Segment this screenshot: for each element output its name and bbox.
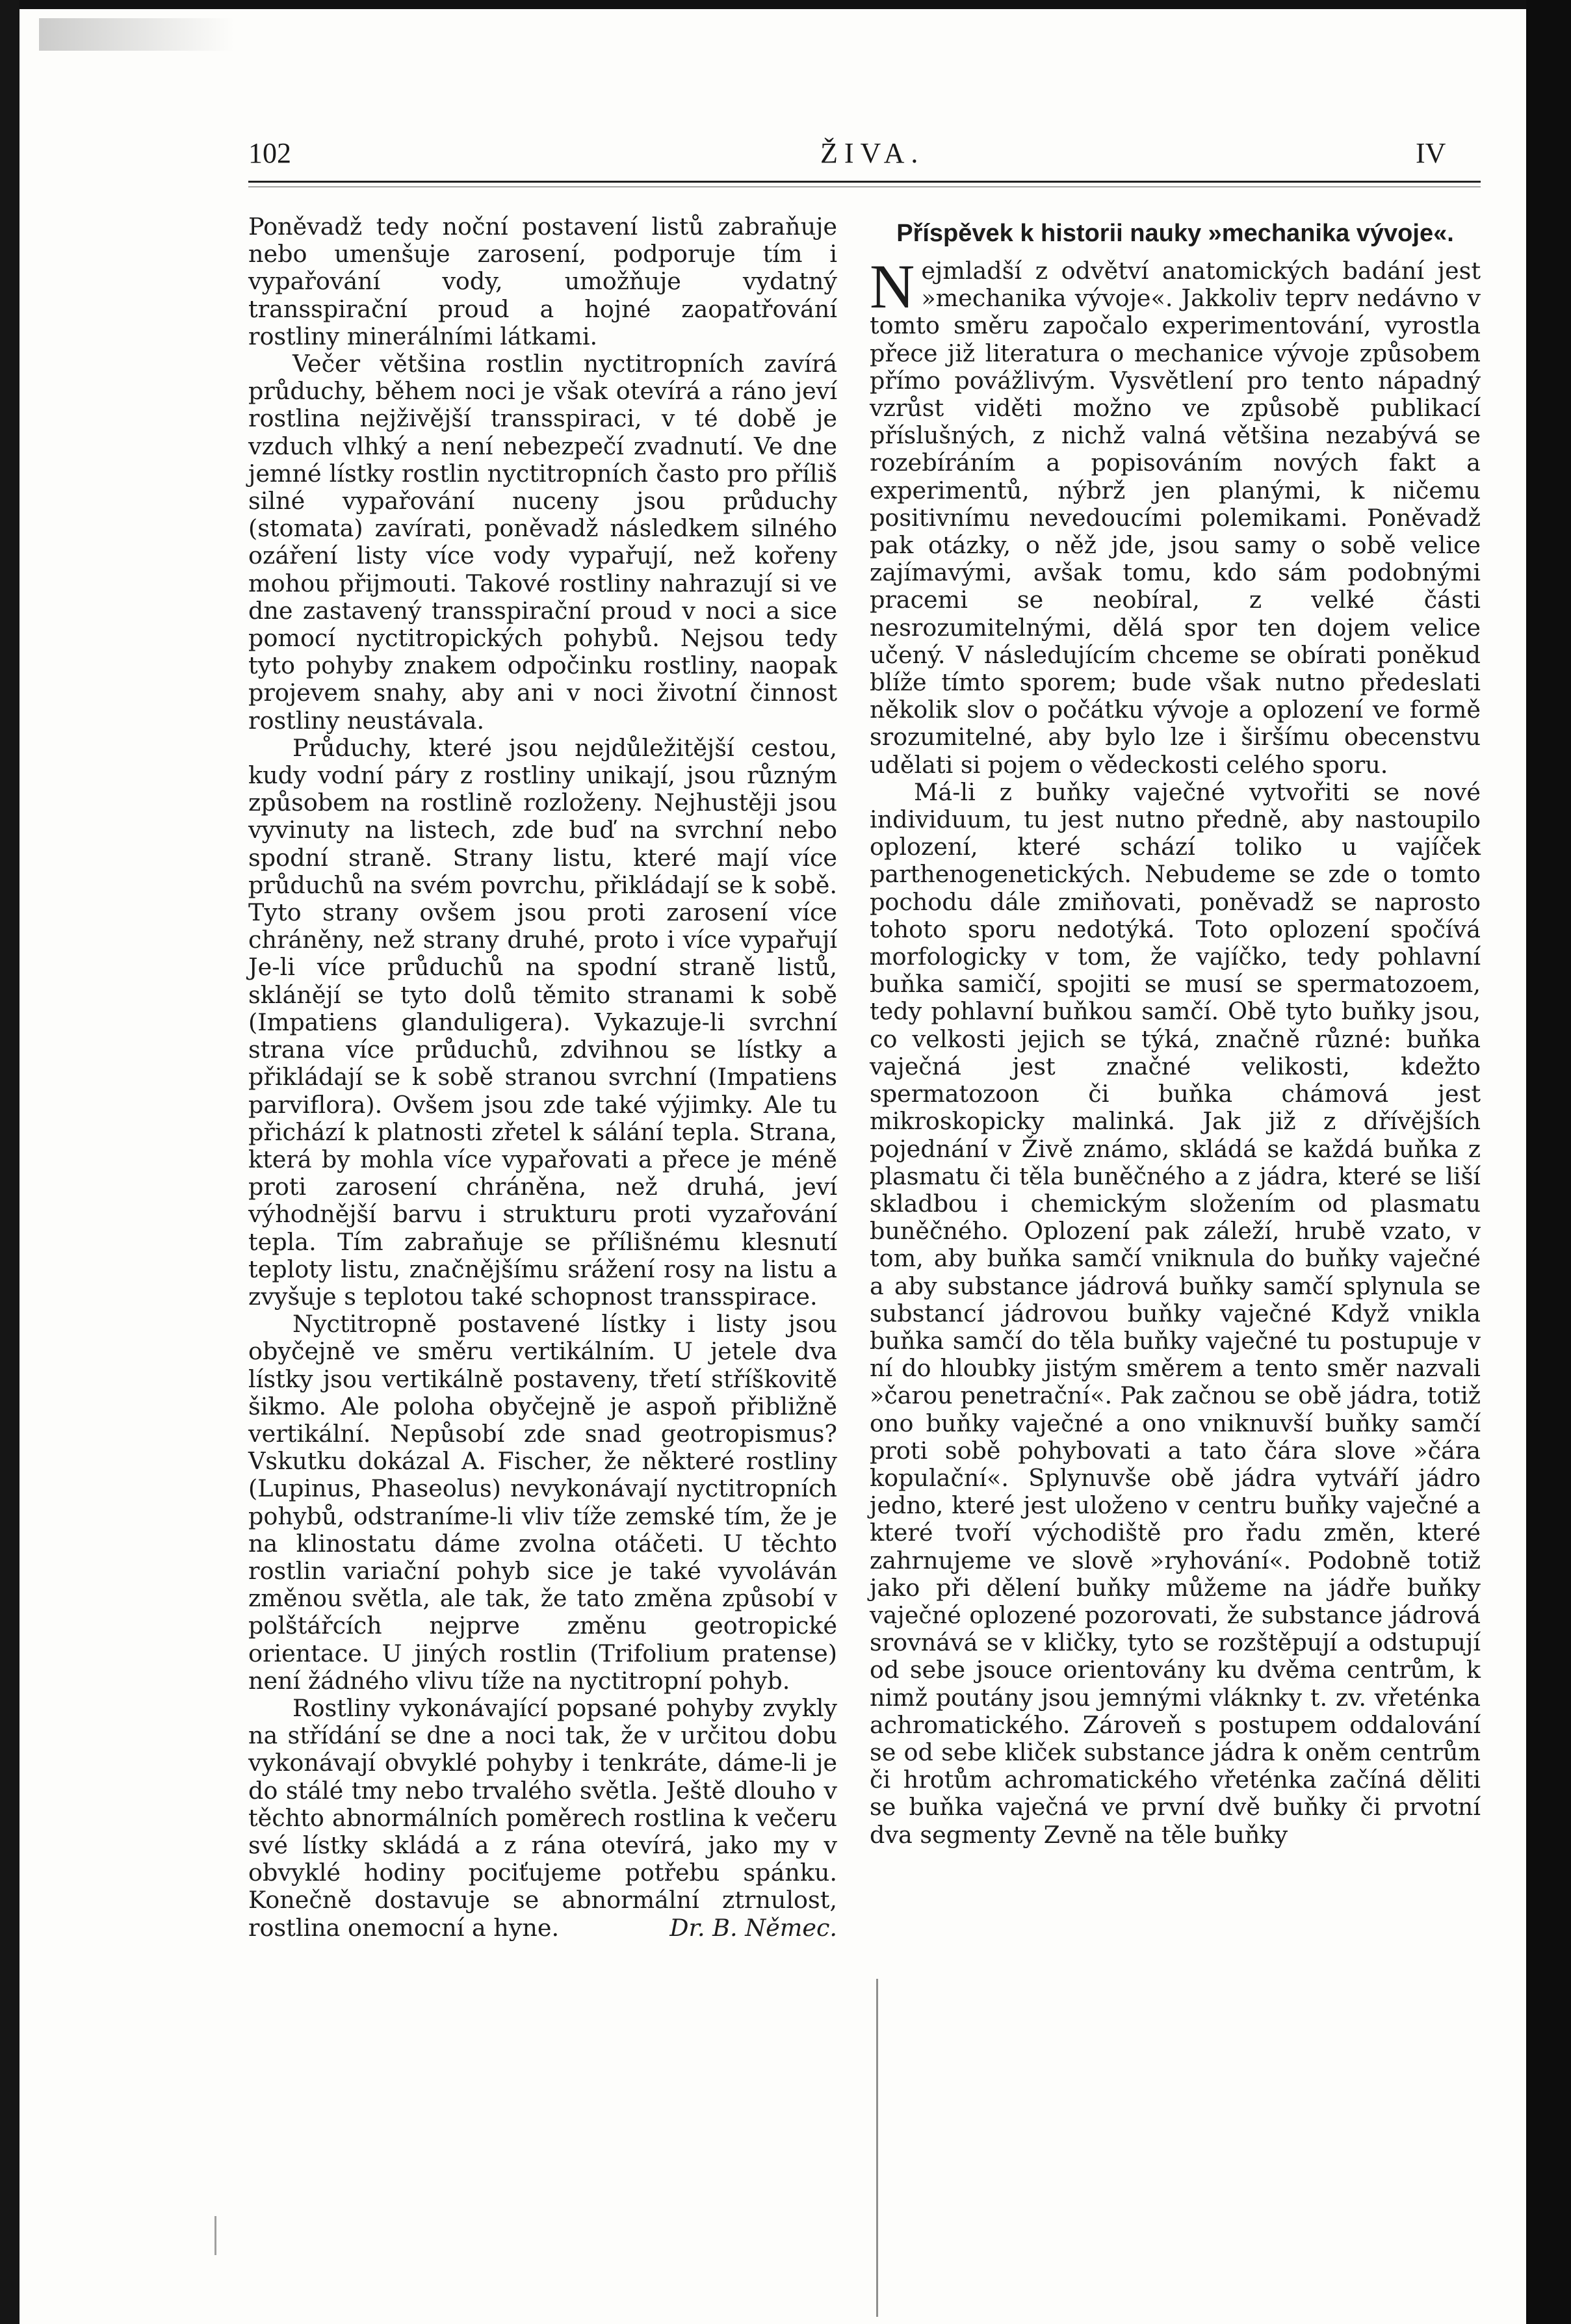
paragraph: Má-li z buňky vaječné vytvořiti se nové individuum, tu jest nutno předně, aby nastoupilo oplození, které schází toliko u vajíček parthenogenetických. Nebudeme se zde o tomto pochodu dále zmiňovati, poněvadž se naprosto tohoto sporu nedotýká. Toto oplození spočívá morfologicky v tom, že vajíčko, tedy pohlavní buňka samičí, spojiti se musí se spermatozoem, tedy pohlavní buňkou samčí. Obě tyto buňky jsou, co velkosti jejich se týká, značně různé: buňka vaječná jest značné velikosti, kdežto spermatozoon či buňka chámová jest mikroskopicky malinká. Jak již z dřívějších pojednání v Živě známo, skládá se každá buňka z plasmatu či těla buněčného a z jádra, které se liší skladbou i chemickým složením od plasmatu buněčného. Oplození pak záleží, hrubě vzato, v tom, aby buňka samčí vniknula do buňky vaječné a aby substance jádrová buňky samčí splynula se substancí jádrovou buňky vaječné Když vnikla buňka samčí do těla buňky vaječné tu postupuje v ní do hloubky jistým směrem a tento směr nazvali »čarou penetrační«. Pak začnou se obě jádra, totiž ono buňky vaječné a ono vniknuvší buňky samčí proti sobě pohybovati a tato čára slove »čára kopulační«. Splynuvše obě jádra vytváří jádro jedno, které jest uloženo v centru buňky vaječné a které tvoří východiště pro řadu změn, které zahrnujeme ve slově »ryhování«. Podobně totiž jako při dělení buňky můžeme na jádře buňky vaječné oplozené pozorovati, že substance jádrová srovnává se v kličky, tyto se rozštěpují a odstupují od sebe jsouce orientovány ku dvěma centrům, k nimž poutány jsou jemnými vláknky t. zv. vřeténka achromatického. Zároveň s postupem oddalování se od sebe kliček substance jádra k oněm centrům či hrotům achromatického vřeténka začíná děliti se buňka vaječná ve první dvě buňky či prvotní dva segmenty Zevně na těle buňky — [870, 777, 1481, 1849]
margin-mark — [214, 2216, 216, 2255]
scan-border-left — [0, 0, 19, 2324]
author-signature: Dr. B. Němec. — [669, 1913, 837, 1942]
paragraph-with-dropcap — [870, 252, 1481, 779]
right-column — [870, 213, 1481, 1849]
journal-title: ŽIVA. — [820, 137, 925, 169]
page-number: 102 — [248, 137, 291, 169]
volume-number: IV — [1416, 137, 1446, 169]
scan-border-right — [1526, 0, 1571, 2324]
left-column — [248, 213, 837, 1942]
scan-edge-shadow — [39, 18, 234, 51]
paragraph: Průduchy, které jsou nejdůležitější cestou, kudy vodní páry z rostliny unikají, jsou různým způsobem na rostlině rozloženy. Nejhustěji jsou vyvinuty na listech, zde buď na svrchní nebo spodní straně. Strany listu, které mají více průduchů na svém povrchu, přikládají se k sobě. Tyto strany ovšem jsou proti zarosení více chráněny, než strany druhé, proto i více vypařují Je-li více průduchů na spodní straně listů, sklánějí se tyto dolů těmito stranami k sobě (Impatiens glanduligera). Vykazuje-li svrchní strana více průduchů, zdvihnou se lístky a přikládají se k sobě stranou svrchní (Impatiens parviflora). Ovšem jsou zde také výjimky. Ale tu přichází k platnosti zřetel k sálání tepla. Strana, která by mohla více vypařovati a přece je méně proti zarosení chráněna, než druhá, jeví výhodnější barvu i strukturu proti vyzařování tepla. Tím zabraňuje se přílišnému klesnutí teploty listu, značnějšímu srážení rosy na listu a zvyšuje s teplotou také schopnost transspirace. — [248, 733, 837, 1311]
journal-page — [19, 9, 1526, 2324]
article-title: Příspěvek k historii nauky »mechanika vývoje«. — [896, 220, 1454, 247]
paragraph: Poněvadž tedy noční postavení listů zabraňuje nebo umenšuje zarosení, podporuje tím i vypařování vody, umožňuje vydatný transspirační proud a hojné zaopatřování rostliny minerálními látkami. — [248, 213, 837, 350]
paragraph-with-signature — [248, 1695, 837, 1942]
paragraph-text: ejmladší z odvětví anatomických badání jest »mechanika vývoje«. Jakkoliv teprv nedávno v tomto směru započalo experimentování, vyrostla přece již literatura o mechanice vývoje způsobem přímo povážlivým. Vysvětlení pro tento nápadný vzrůst viděti možno ve způsobě publikací příslušných, z nichž valná většina nezabývá se rozebíráním a popisováním nových fakt a experimentů, nýbrž jen planými, k ničemu positivnímu nevedoucími polemikami. Poněvadž pak otázky, o něž jde, jsou samy o sobě velice zajímavými, avšak tomu, kdo sám podobnými pracemi se neobíral, z velké části nesrozumitelnými, dělá spor ten dojem velice učený. V následujícím chceme se obírati poněkud blíže tímto sporem; bude však nutno předeslati několik slov o počátku vývoje a oplození ve formě srozumitelné, aby bylo lze i širšímu obecenstvu udělati si pojem o vědeckosti celého sporu. — [870, 257, 1481, 779]
margin-mark — [876, 1979, 878, 2317]
paragraph: Večer většina rostlin nyctitropních zavírá průduchy, během noci je však otevírá a ráno jeví rostlina nejživější transspiraci, v té době je vzduch vlhký a není nebezpečí zvadnutí. Ve dne jemné lístky rostlin nyctitropních často pro příliš silné vypařování nuceny jsou průduchy (stomata) zavírati, poněvadž následkem silného ozáření listy více vody vypařují, než kořeny mohou přijmouti. Takové rostliny nahrazují si ve dne zastavený transspirační proud v noci a sice pomocí nyctitropických pohybů. Nejsou tedy tyto pohyby znakem odpočinku rostliny, naopak projevem snahy, aby ani v noci životní činnost rostliny neustávala. — [248, 350, 837, 735]
scan-border-top — [0, 0, 1571, 9]
paragraph-text: Rostliny vykonávající popsané pohyby zvykly na střídání se dne a noci tak, že v určitou dobu vykonávají obvyklé pohyby i tenkráte, dáme-li je do stálé tmy nebo trvalého světla. Ještě dlouho v těchto abnormálních poměrech rostlina k večeru své lístky skládá a z rána otevírá, jako my v obvyklé hodiny pociťujeme potřebu spánku. Konečně dostavuje se abnormální ztrnulost, rostlina onemocní a hyne. — [248, 1693, 837, 1942]
paragraph: Nyctitropně postavené lístky i listy jsou obyčejně ve směru vertikálním. U jetele dva lístky jsou vertikálně postaveny, třetí stříškovitě šikmo. Ale poloha obyčejně je aspoň přibližně vertikální. Nepůsobí zde snad geotropismus? Vskutku dokázal A. Fischer, že některé rostliny (Lupinus, Phaseolus) nevykonávají nyctitropních pohybů, odstraníme-li vliv tíže zemské tím, že je na klinostatu dáme zvolna otáčeti. U těchto rostlin variační pohyb sice je také vyvoláván změnou světla, ale tak, že tato změna způsobí v polštářcích nejprve změnu geotropické orientace. U jiných rostlin (Trifolium pratense) není žádného vlivu tíže na nyctitropní pohyb. — [248, 1310, 837, 1695]
header-rule — [248, 181, 1481, 183]
drop-cap: N — [870, 252, 915, 321]
